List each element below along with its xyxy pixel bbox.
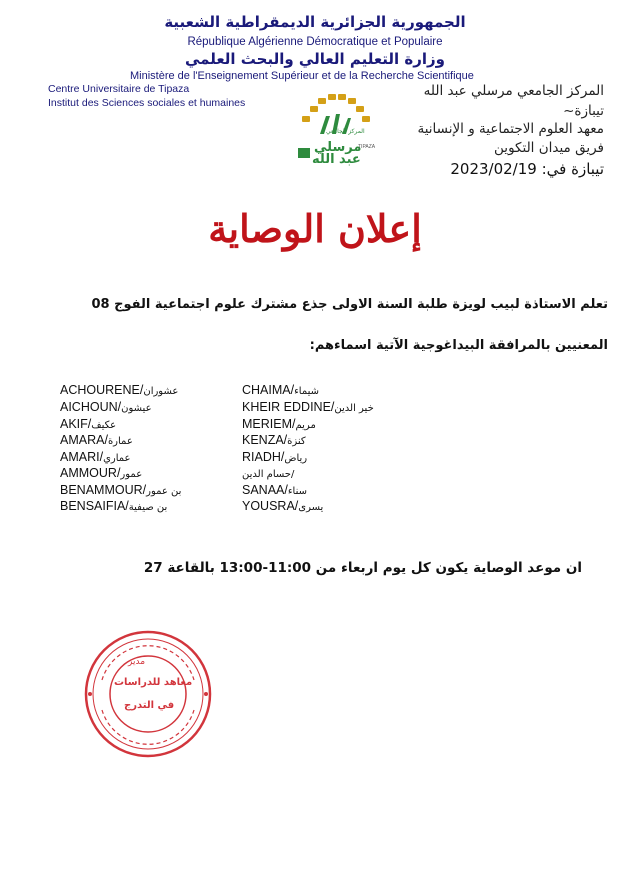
- logo-line-3: عبد الله: [312, 152, 361, 167]
- official-stamp-icon: [82, 628, 214, 760]
- student-right-5: RIADH/رياض: [242, 450, 308, 464]
- stamp-line-3: في التدرج: [124, 700, 175, 711]
- student-right-3: MERIEM/مريم: [242, 417, 316, 431]
- document-date: تيبازة في: 2023/02/19: [450, 160, 604, 178]
- student-left-5: AMARI/عماري: [60, 450, 131, 464]
- announcement-line-1: تعلم الاستاذة لبيب لويزة طلبة السنة الاولى جذع مشترك علوم اجتماعية الفوج 08: [91, 297, 608, 312]
- institute-arabic: معهد العلوم الاجتماعية و الإنسانية: [417, 121, 604, 137]
- student-left-7: BENAMMOUR/بن عمور: [60, 483, 182, 497]
- team-arabic: فريق ميدان التكوين: [494, 140, 604, 156]
- logo-line-2: مرسلي: [314, 140, 362, 155]
- logo-line-1: المركز الجامعي: [326, 128, 365, 135]
- republic-arabic: الجمهورية الجزائرية الديمقراطية الشعبية: [164, 13, 466, 31]
- student-right-8: YOUSRA/يسرى: [242, 499, 324, 513]
- stamp-line-2: معاهد للدراسات: [114, 677, 193, 688]
- ministry-french: Ministère de l'Enseignement Supérieur et de la Recherche Scientifique: [130, 70, 474, 82]
- student-left-3: AKIF/عكيف: [60, 417, 117, 431]
- announcement-line-2: المعنيين بالمرافقة البيداغوجية الآتية اسماءهم:: [309, 338, 608, 353]
- logo-side-text: TIPAZA: [358, 144, 376, 150]
- page-title: إعلان الوصاية: [208, 206, 422, 251]
- ministry-arabic: وزارة التعليم العالي والبحث العلمي: [184, 50, 446, 68]
- stamp-line-1: مدير: [128, 657, 146, 667]
- center-arabic: المركز الجامعي مرسلي عبد الله: [423, 83, 604, 99]
- student-left-4: AMARA/عمارة: [60, 433, 133, 447]
- student-right-2: KHEIR EDDINE/خير الدين: [242, 400, 374, 414]
- institute-french: Institut des Sciences sociales et humaines: [48, 97, 246, 109]
- student-left-1: ACHOURENE/عشوران: [60, 383, 179, 397]
- student-right-1: CHAIMA/شيماء: [242, 383, 320, 397]
- student-right-7: SANAA/سناء: [242, 483, 308, 497]
- city-arabic: تيبازة~: [563, 103, 604, 119]
- student-left-8: BENSAIFIA/بن صيفية: [60, 499, 168, 513]
- student-left-6: AMMOUR/عمور: [60, 466, 143, 480]
- student-right-4: KENZA/كنزة: [242, 433, 306, 447]
- student-right-6: حسام الدين/: [242, 469, 295, 480]
- student-left-2: AICHOUN/عيشون: [60, 400, 152, 414]
- center-french: Centre Universitaire de Tipaza: [48, 83, 190, 95]
- schedule-line: ان موعد الوصاية يكون كل يوم اربعاء من 11:00-13:00 بالقاعة 27: [143, 560, 582, 576]
- republic-french: République Algérienne Démocratique et Populaire: [187, 36, 443, 48]
